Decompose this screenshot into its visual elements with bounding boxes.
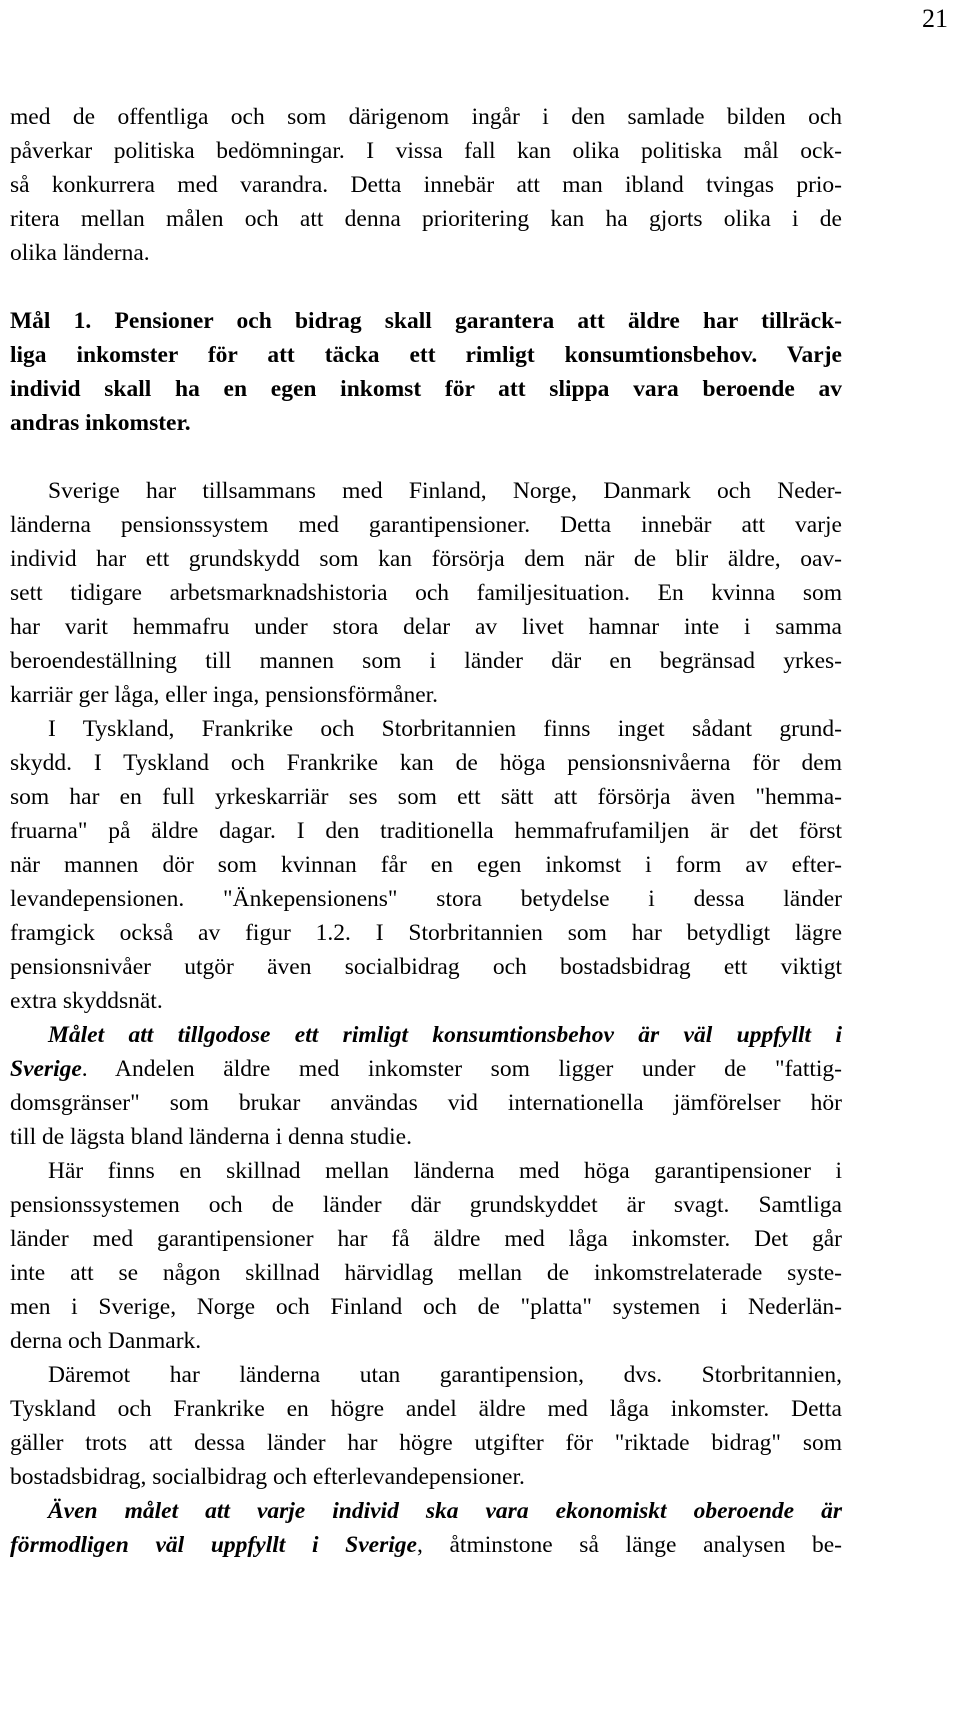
body-text: Sverige har tillsammans med Finland, Norge, Danmark och Neder- [48,478,842,504]
text-line [10,1120,842,1154]
text-line [10,1154,842,1188]
emphasis-text: Målet att tillgodose ett rimligt konsumtionsbehov är väl uppfyllt i [48,1022,842,1048]
text-line [10,304,842,338]
body-text: bostadsbidrag, socialbidrag och efterlevandepensioner. [10,1464,525,1490]
body-text: när mannen dör som kvinnan får en egen inkomst i form av efter- [10,852,842,878]
body-text: påverkar politiska bedömningar. I vissa fall kan olika politiska mål ock- [10,138,842,164]
text-line [10,814,842,848]
emphasis-text: Även målet att varje individ ska vara ekonomiskt oberoende är [48,1498,842,1524]
body-text: pensionsnivåer utgör även socialbidrag och bostadsbidrag ett viktigt [10,954,842,980]
text-line [10,848,842,882]
text-line [10,984,842,1018]
body-text: levandepensionen. "Änkepensionens" stora betydelse i dessa länder [10,886,842,912]
text-line [10,780,842,814]
text-line [10,406,842,440]
bold-text: andras inkomster. [10,410,191,436]
body-text: Här finns en skillnad mellan länderna med höga garantipensioner i [48,1158,842,1184]
text-line [10,916,842,950]
body-text: Tyskland och Frankrike en högre andel äldre med låga inkomster. Detta [10,1396,842,1422]
text-line [10,1528,842,1562]
text-line [10,644,842,678]
text-line [10,1358,842,1392]
body-text: länder med garantipensioner har få äldre med låga inkomster. Det går [10,1226,842,1252]
emphasis-text: förmodligen väl uppfyllt i Sverige [10,1532,417,1558]
text-line [10,1018,842,1052]
text-line [10,1052,842,1086]
body-text: länderna pensionssystem med garantipensioner. Detta innebär att varje [10,512,842,538]
text-line [10,508,842,542]
text-line [10,542,842,576]
page-number: 21 [922,4,948,33]
text-line [10,1290,842,1324]
document-body [10,100,842,1562]
body-text: men i Sverige, Norge och Finland och de "platta" systemen i Nederlän- [10,1294,842,1320]
body-text: olika länderna. [10,240,150,266]
text-line [10,1392,842,1426]
body-text: skydd. I Tyskland och Frankrike kan de höga pensionsnivåerna för dem [10,750,842,776]
body-text: . Andelen äldre med inkomster som ligger under de "fattig- [81,1056,842,1082]
body-text: så konkurrera med varandra. Detta innebär att man ibland tvingas prio- [10,172,842,198]
text-line [10,1222,842,1256]
text-line [10,202,842,236]
paragraph [10,1358,842,1494]
body-text: sett tidigare arbetsmarknadshistoria och familjesituation. En kvinna som [10,580,842,606]
body-text: som har en full yrkeskarriär ses som ett sätt att försörja även "hemma- [10,784,842,810]
emphasis-text: Sverige [10,1056,82,1082]
text-line [10,712,842,746]
text-line [10,338,842,372]
text-line [10,576,842,610]
body-text: domsgränser" som brukar användas vid internationella jämförelser hör [10,1090,842,1116]
text-line [10,610,842,644]
body-text: I Tyskland, Frankrike och Storbritannien finns inget sådant grund- [48,716,842,742]
body-text: gäller trots att dessa länder har högre utgifter för "riktade bidrag" som [10,1430,842,1456]
paragraph [10,712,842,1018]
body-text: till de lägsta bland länderna i denna studie. [10,1124,412,1150]
body-text: beroendeställning till mannen som i länder där en begränsad yrkes- [10,648,842,674]
paragraph [10,1494,842,1562]
bold-text: Mål 1. Pensioner och bidrag skall garantera att äldre har tillräck- [10,308,842,334]
body-text: Däremot har länderna utan garantipension, dvs. Storbritannien, [48,1362,842,1388]
text-line [10,882,842,916]
body-text: individ har ett grundskydd som kan försörja dem när de blir äldre, oav- [10,546,842,572]
text-line [10,1460,842,1494]
body-text: fruarna" på äldre dagar. I den traditionella hemmafrufamiljen är det först [10,818,842,844]
body-text: inte att se någon skillnad härvidlag mellan de inkomstrelaterade syste- [10,1260,842,1286]
text-line [10,474,842,508]
text-line [10,1086,842,1120]
text-line [10,1256,842,1290]
body-text: har varit hemmafru under stora delar av livet hamnar inte i samma [10,614,842,640]
text-line [10,1494,842,1528]
body-text: framgick också av figur 1.2. I Storbritannien som har betydligt lägre [10,920,842,946]
paragraph [10,474,842,712]
body-text: ritera mellan målen och att denna prioritering kan ha gjorts olika i de [10,206,842,232]
text-line [10,950,842,984]
text-line [10,1188,842,1222]
paragraph [10,1154,842,1358]
text-line [10,678,842,712]
text-line [10,746,842,780]
text-line [10,134,842,168]
bold-text: liga inkomster för att täcka ett rimligt konsumtionsbehov. Varje [10,342,842,368]
body-text: derna och Danmark. [10,1328,202,1354]
paragraph [10,304,842,440]
text-line [10,1426,842,1460]
bold-text: individ skall ha en egen inkomst för att slippa vara beroende av [10,376,842,402]
paragraph [10,100,842,270]
text-line [10,372,842,406]
text-line [10,168,842,202]
text-line [10,236,842,270]
body-text: extra skyddsnät. [10,988,163,1014]
text-line [10,100,842,134]
body-text: med de offentliga och som därigenom ingår i den samlade bilden och [10,104,842,130]
body-text: karriär ger låga, eller inga, pensionsförmåner. [10,682,439,708]
body-text: , åtminstone så länge analysen be- [416,1532,843,1558]
text-line [10,1324,842,1358]
body-text: pensionssystemen och de länder där grundskyddet är svagt. Samtliga [10,1192,842,1218]
paragraph [10,1018,842,1154]
